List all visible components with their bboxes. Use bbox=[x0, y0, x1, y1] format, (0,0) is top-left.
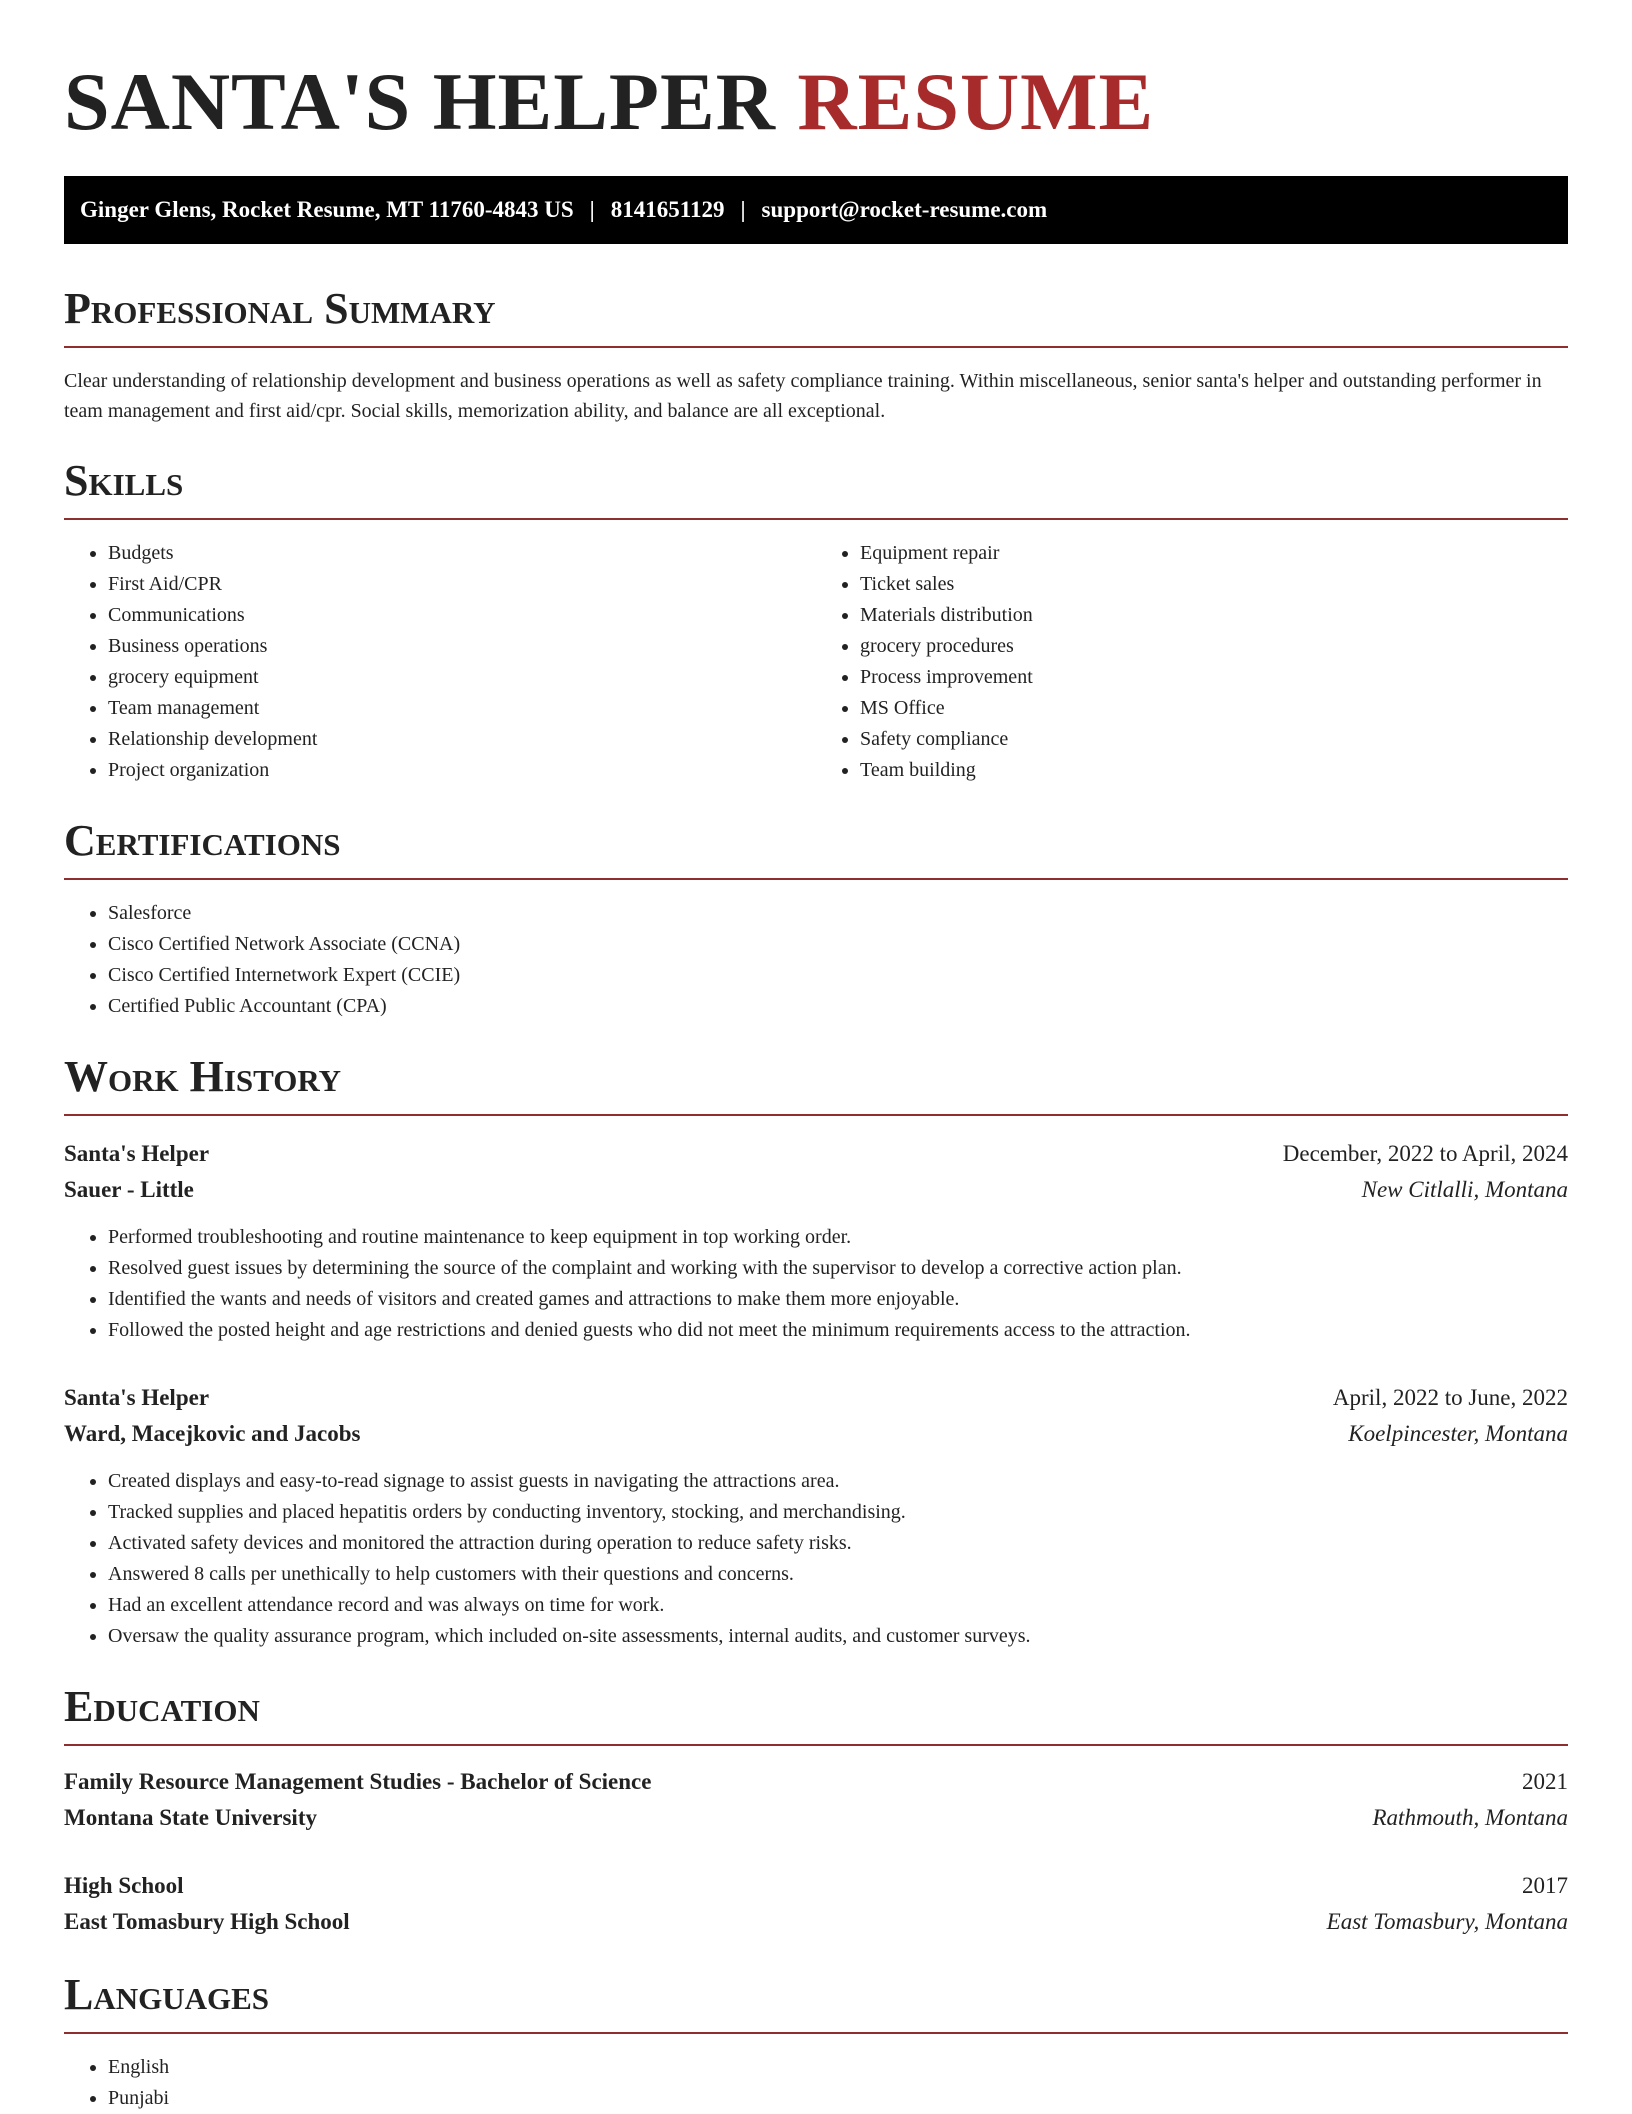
skill-item: • Business operations bbox=[108, 631, 816, 662]
summary-text: Clear understanding of relationship development and business operations as well as safety compliance training. Within miscellaneous, senior santa's helper and outstanding performer in team management and first aid/cpr. Social skills, memorization ability, and balance are all exceptional. bbox=[64, 370, 1542, 422]
section-heading-languages: Languages bbox=[64, 1970, 1568, 2034]
section-heading-education: Education bbox=[64, 1682, 1568, 1746]
job-duty: • Followed the posted height and age restrictions and denied guests who did not meet the minimum requirements access to the attraction. bbox=[108, 1315, 1568, 1346]
education-year: 2017 bbox=[1522, 1873, 1568, 1898]
certification-item: • Salesforce bbox=[108, 898, 1568, 929]
skill-item: • Team building bbox=[860, 755, 1568, 786]
certifications-section bbox=[64, 816, 1568, 1022]
skill-item: • grocery procedures bbox=[860, 631, 1568, 662]
job-location: New Citlalli, Montana bbox=[1361, 1177, 1568, 1202]
job-duty: • Oversaw the quality assurance program, which included on-site assessments, internal audits, and customer surveys. bbox=[108, 1621, 1568, 1652]
skill-item: • Communications bbox=[108, 600, 816, 631]
job-dates: April, 2022 to June, 2022 bbox=[1332, 1385, 1568, 1410]
job-dates: December, 2022 to April, 2024 bbox=[1282, 1141, 1568, 1166]
job-duty: • Created displays and easy-to-read signage to assist guests in navigating the attractions area. bbox=[108, 1466, 1568, 1497]
languages-section bbox=[64, 1970, 1568, 2114]
section-heading-summary: Professional Summary bbox=[64, 284, 1568, 348]
job-entry bbox=[64, 1380, 1568, 1652]
education-school: East Tomasbury High School bbox=[64, 1909, 350, 1934]
contact-bar bbox=[64, 176, 1568, 244]
job-company-row bbox=[64, 1172, 1568, 1208]
job-duty: • Performed troubleshooting and routine maintenance to keep equipment in top working order. bbox=[108, 1222, 1568, 1253]
job-title-row bbox=[64, 1380, 1568, 1416]
job-company: Ward, Macejkovic and Jacobs bbox=[64, 1421, 361, 1446]
skill-item: • Equipment repair bbox=[860, 538, 1568, 569]
skills-list-right bbox=[816, 538, 1568, 786]
resume-title-accent: RESUME bbox=[797, 56, 1155, 147]
skill-item: • Ticket sales bbox=[860, 569, 1568, 600]
skill-item: • MS Office bbox=[860, 693, 1568, 724]
job-company-row bbox=[64, 1416, 1568, 1452]
work-section bbox=[64, 1052, 1568, 1652]
job-duty: • Identified the wants and needs of visitors and created games and attractions to make them more enjoyable. bbox=[108, 1284, 1568, 1315]
job-duty: • Answered 8 calls per unethically to help customers with their questions and concerns. bbox=[108, 1559, 1568, 1590]
education-school-row bbox=[64, 1904, 1568, 1940]
section-heading-work: Work History bbox=[64, 1052, 1568, 1116]
job-entry bbox=[64, 1136, 1568, 1346]
job-company: Sauer - Little bbox=[64, 1177, 194, 1202]
job-duty: • Activated safety devices and monitored the attraction during operation to reduce safety risks. bbox=[108, 1528, 1568, 1559]
section-heading-skills: Skills bbox=[64, 456, 1568, 520]
languages-list bbox=[64, 2052, 1568, 2114]
education-school-row bbox=[64, 1800, 1568, 1836]
skill-item: • First Aid/CPR bbox=[108, 569, 816, 600]
contact-phone: 8141651129 bbox=[610, 197, 725, 222]
job-location: Koelpincester, Montana bbox=[1348, 1421, 1568, 1446]
skills-list-left bbox=[64, 538, 816, 786]
skill-item: • Process improvement bbox=[860, 662, 1568, 693]
skills-section bbox=[64, 456, 1568, 786]
skill-item: • Relationship development bbox=[108, 724, 816, 755]
education-degree-row bbox=[64, 1764, 1568, 1800]
job-title-row bbox=[64, 1136, 1568, 1172]
job-duties bbox=[64, 1466, 1568, 1652]
section-heading-certifications: Certifications bbox=[64, 816, 1568, 880]
job-duty: • Had an excellent attendance record and was always on time for work. bbox=[108, 1590, 1568, 1621]
skill-item: • grocery equipment bbox=[108, 662, 816, 693]
certification-item: • Certified Public Accountant (CPA) bbox=[108, 991, 1568, 1022]
education-location: Rathmouth, Montana bbox=[1372, 1805, 1568, 1830]
resume-title bbox=[64, 0, 1568, 146]
summary-section bbox=[64, 284, 1568, 426]
education-section bbox=[64, 1682, 1568, 1940]
certification-item: • Cisco Certified Internetwork Expert (CCIE) bbox=[108, 960, 1568, 991]
contact-separator: | bbox=[589, 197, 595, 222]
resume-title-main: SANTA'S HELPER bbox=[64, 56, 776, 147]
language-item: • Punjabi bbox=[108, 2083, 1568, 2114]
education-location: East Tomasbury, Montana bbox=[1326, 1909, 1568, 1934]
education-degree-row bbox=[64, 1868, 1568, 1904]
skill-item: • Safety compliance bbox=[860, 724, 1568, 755]
education-degree: Family Resource Management Studies - Bachelor of Science bbox=[64, 1769, 652, 1794]
skill-item: • Budgets bbox=[108, 538, 816, 569]
certifications-list bbox=[64, 898, 1568, 1022]
education-entry bbox=[64, 1764, 1568, 1836]
contact-address: Ginger Glens, Rocket Resume, MT 11760-4843 US bbox=[80, 197, 574, 222]
skill-item: • Team management bbox=[108, 693, 816, 724]
education-entry bbox=[64, 1868, 1568, 1940]
job-duties bbox=[64, 1222, 1568, 1346]
education-year: 2021 bbox=[1522, 1769, 1568, 1794]
education-school: Montana State University bbox=[64, 1805, 317, 1830]
job-title: Santa's Helper bbox=[64, 1385, 210, 1410]
job-duty: • Resolved guest issues by determining the source of the complaint and working with the supervisor to develop a corrective action plan. bbox=[108, 1253, 1568, 1284]
job-duty: • Tracked supplies and placed hepatitis orders by conducting inventory, stocking, and merchandising. bbox=[108, 1497, 1568, 1528]
education-degree: High School bbox=[64, 1873, 184, 1898]
job-title: Santa's Helper bbox=[64, 1141, 210, 1166]
language-item: • English bbox=[108, 2052, 1568, 2083]
skill-item: • Materials distribution bbox=[860, 600, 1568, 631]
contact-separator: | bbox=[740, 197, 746, 222]
certification-item: • Cisco Certified Network Associate (CCNA) bbox=[108, 929, 1568, 960]
skills-grid bbox=[64, 520, 1568, 786]
contact-email: support@rocket-resume.com bbox=[761, 197, 1048, 222]
skill-item: • Project organization bbox=[108, 755, 816, 786]
